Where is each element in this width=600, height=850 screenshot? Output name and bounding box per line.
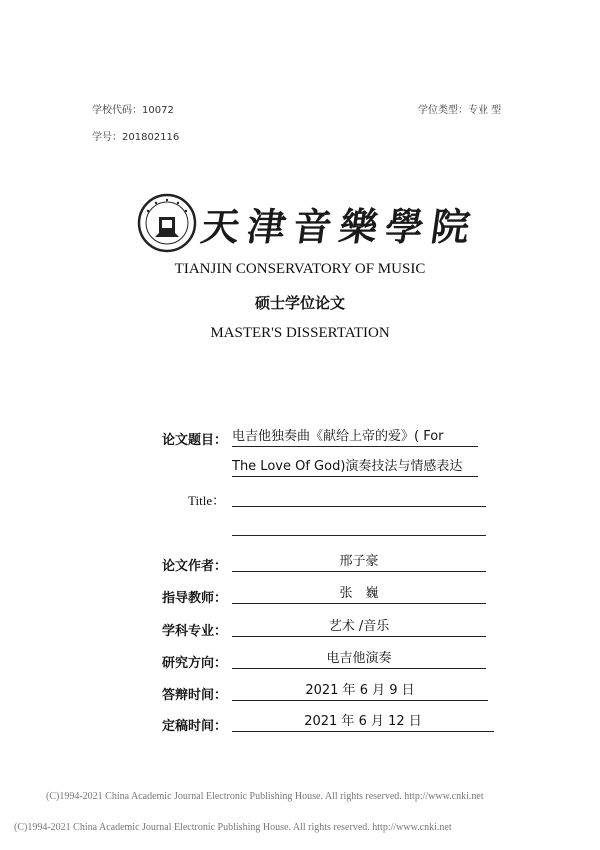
institution-name-calligraphy: 天津音樂學院 (198, 204, 481, 249)
degree-type: 学位类型：专业 型 (418, 105, 502, 116)
defense-date-label: 答辩时间： (162, 688, 228, 703)
copyright-footer-1: (C)1994-2021 China Academic Journal Electronic Publishing House. All rights reserved. http://www.cnki.net (46, 791, 484, 802)
research-direction-label: 研究方向： (162, 656, 228, 671)
english-title-label: Title： (188, 493, 226, 508)
thesis-title-line-1: 电吉他独奏曲《献给上帝的爱》( For (232, 428, 478, 447)
document-type-english: MASTER'S DISSERTATION (210, 325, 390, 341)
document-type-chinese: 硕士学位论文 (254, 294, 345, 312)
major-label: 学科专业： (162, 624, 228, 639)
final-date-label: 定稿时间： (162, 719, 228, 734)
english-title-line-2 (232, 535, 486, 536)
advisor-value: 张 巍 (232, 585, 486, 604)
author-label: 论文作者： (162, 559, 228, 574)
institution-name-english: TIANJIN CONSERVATORY OF MUSIC (174, 261, 426, 277)
copyright-footer-2: (C)1994-2021 China Academic Journal Electronic Publishing House. All rights reserved. http://www.cnki.net (14, 822, 452, 833)
major-value: 艺术 /音乐 (232, 618, 486, 637)
thesis-title-label: 论文题目： (162, 433, 228, 448)
english-title-line-1 (232, 506, 486, 507)
school-seal-emblem (137, 193, 197, 253)
author-value: 邢子豪 (232, 553, 486, 572)
thesis-title-line-2: The Love Of God)演奏技法与情感表达 (232, 458, 478, 477)
student-id: 学号：201802116 (92, 132, 180, 143)
advisor-label: 指导教师： (162, 591, 228, 606)
school-code: 学校代码：10072 (92, 105, 174, 116)
final-date-value: 2021 年 6 月 12 日 (232, 713, 494, 732)
defense-date-value: 2021 年 6 月 9 日 (232, 682, 488, 701)
research-direction-value: 电吉他演奏 (232, 650, 486, 669)
